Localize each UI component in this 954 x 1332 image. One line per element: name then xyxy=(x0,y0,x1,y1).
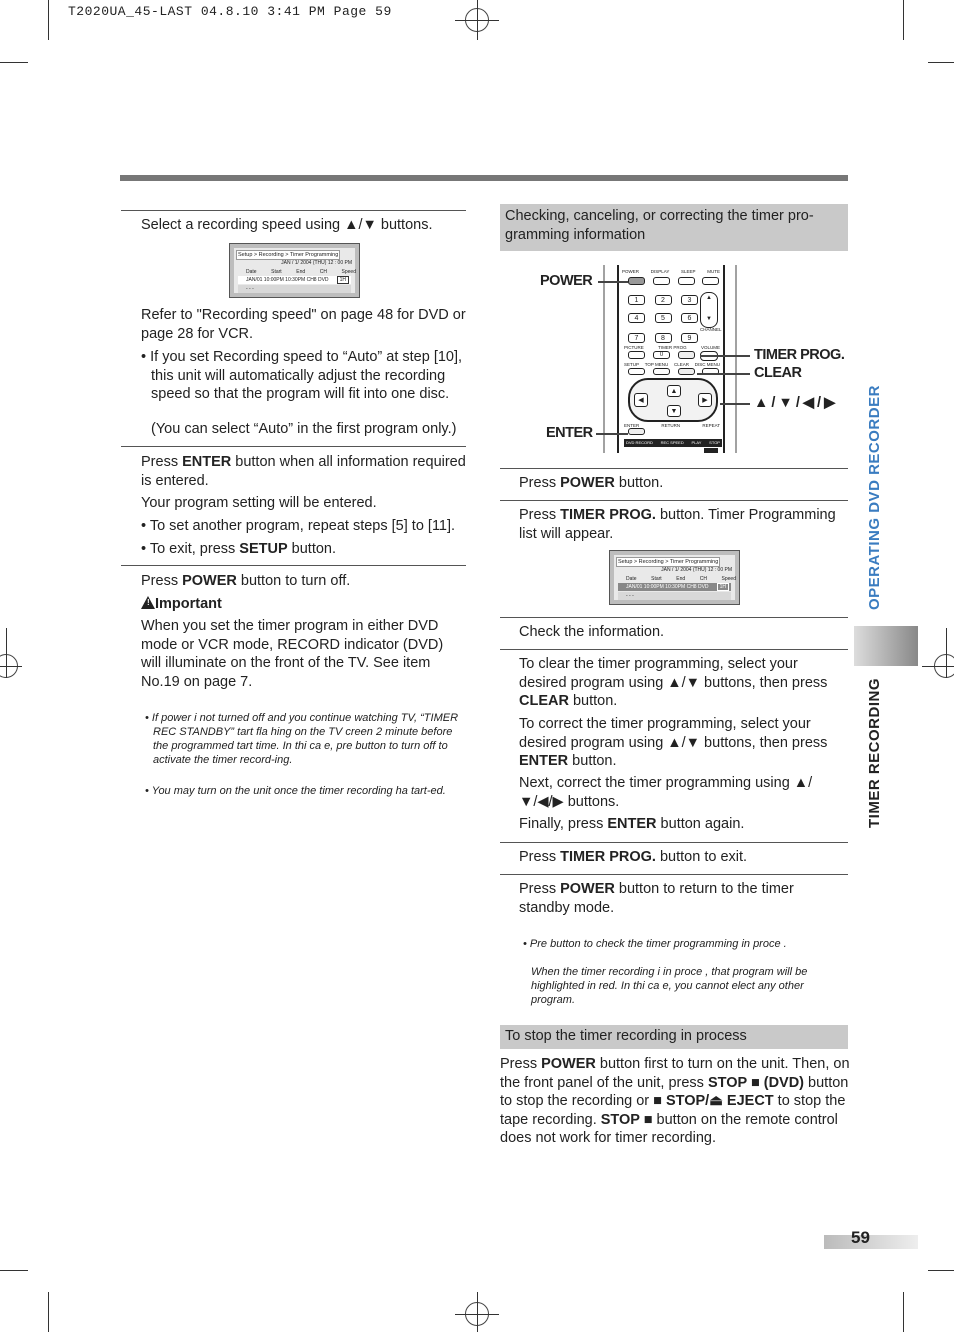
callout-label-power: POWER xyxy=(540,273,593,289)
row-text: JAN/01 10:00PM 10:30PM CH8 DVD xyxy=(626,584,709,590)
remote-key-0[interactable]: 0 xyxy=(653,351,670,359)
crop-mark xyxy=(903,0,904,40)
important-heading: ! Important xyxy=(141,595,341,614)
screen-row-selected xyxy=(618,583,731,591)
remote-label-display: DISPLAY xyxy=(650,269,670,274)
divider xyxy=(500,874,848,875)
remote-label-sleep: SLEEP xyxy=(681,269,696,274)
remote-setup-button[interactable] xyxy=(628,368,645,375)
callout-line-power xyxy=(598,281,628,283)
crop-mark xyxy=(928,1270,954,1271)
sidebar-gray-tab xyxy=(854,626,918,666)
remote-key-1[interactable]: 1 xyxy=(628,295,645,305)
channel-up-icon: ▲ xyxy=(706,295,712,301)
col-start: Start xyxy=(271,269,282,275)
screen-datetime: JAN / 1/ 2004 (THU) 12 : 00 PM xyxy=(661,567,732,573)
step-speed-text: Select a recording speed using ▲/▼ buttons. xyxy=(141,217,433,233)
remote-label-channel: CHANNEL xyxy=(700,327,722,332)
crop-mark xyxy=(48,0,49,40)
remote-top-menu-button[interactable] xyxy=(653,368,670,375)
col-speed: Speed xyxy=(341,269,356,275)
crop-mark xyxy=(455,20,499,21)
print-header: T2020UA_45-LAST 04.8.10 3:41 PM Page 59 xyxy=(68,4,392,19)
clear-instructions: To clear the timer programming, select your desired program using ▲/▼ buttons, then press CLEAR button. xyxy=(519,656,828,709)
correct-using-arrows: Next, correct the timer programming using ▲/▼/◀/▶ buttons. xyxy=(519,775,813,810)
divider xyxy=(500,649,848,650)
page-number-bar xyxy=(824,1235,918,1249)
remote-display-button[interactable] xyxy=(653,277,670,285)
divider xyxy=(121,210,466,211)
finally-enter: Finally, press ENTER button again. xyxy=(519,816,745,832)
divider xyxy=(500,500,848,501)
remote-key-7[interactable]: 7 xyxy=(628,333,645,343)
note-highlighted-red: When the timer recording i in proce , that program will be highlighted in red. In thi ca e, you cannot elect any other program. xyxy=(531,966,808,1006)
col-start: Start xyxy=(651,576,662,582)
callout-line-arrows xyxy=(720,403,750,405)
auto-speed-note: • If you set Recording speed to “Auto” at step [10], this unit will automatically adjust the recording speed so that the program will fit into one disc. xyxy=(141,349,463,402)
remote-label-rec-speed: REC SPEED xyxy=(660,440,684,445)
remote-key-2[interactable]: 2 xyxy=(655,295,672,305)
screen-breadcrumb: Setup > Recording > Timer Programming xyxy=(238,252,339,258)
screen-breadcrumb: Setup > Recording > Timer Programming xyxy=(618,559,719,565)
callout-line-timer-prog xyxy=(700,355,750,357)
remote-label-timer-prog: TIMER PROG xyxy=(658,345,687,350)
speed-box: 1H xyxy=(337,276,349,284)
divider xyxy=(121,446,466,447)
header-bar xyxy=(120,175,848,181)
remote-channel-rocker[interactable] xyxy=(700,292,718,328)
sidebar-timer-recording: TIMER RECORDING xyxy=(866,678,883,828)
crop-mark xyxy=(922,666,954,667)
stop-instructions: Press POWER button first to turn on the unit. Then, on the front panel of the unit, press STOP ■ (DVD) button to stop the recording or ■ STOP/⏏ EJECT to stop the tape recording. STOP ■ button on the remote control does not work for timer recording. xyxy=(500,1056,850,1146)
callout-label-enter: ENTER xyxy=(546,425,593,441)
divider xyxy=(500,468,848,469)
timer-programming-screen xyxy=(229,243,360,298)
dpad-down-button[interactable]: ▼ xyxy=(667,405,681,417)
row-text: JAN/01 10:00PM 10:30PM CH8 DVD xyxy=(246,277,329,283)
program-entered-text: Your program setting will be entered. xyxy=(141,495,377,511)
remote-label-top-menu: TOP MENU xyxy=(644,362,669,367)
crop-mark xyxy=(946,628,947,678)
remote-enter-button[interactable] xyxy=(628,428,645,435)
remote-sleep-button[interactable] xyxy=(678,277,695,285)
divider xyxy=(500,842,848,843)
note-turn-on: • You may turn on the unit once the timer recording ha tart-ed. xyxy=(145,785,446,797)
remote-key-6[interactable]: 6 xyxy=(681,313,698,323)
exit-text: • To exit, press SETUP button. xyxy=(141,541,337,557)
remote-label-power: POWER xyxy=(622,269,640,274)
remote-label-picture: PICTURE xyxy=(624,345,644,350)
remote-label-play: PLAY xyxy=(691,440,702,445)
screen-dashes: - - - xyxy=(238,285,351,293)
crop-mark xyxy=(477,1292,478,1332)
remote-key-9[interactable]: 9 xyxy=(681,333,698,343)
screen-row xyxy=(238,276,351,284)
crop-mark xyxy=(48,1292,49,1332)
remote-label-enter: ENTER xyxy=(624,423,640,428)
remote-key-4[interactable]: 4 xyxy=(628,313,645,323)
remote-key-3[interactable]: 3 xyxy=(681,295,698,305)
auto-speed-note-2: (You can select “Auto” in the first program only.) xyxy=(151,421,457,437)
callout-label-timer-prog: TIMER PROG. xyxy=(754,347,845,363)
note-check-in-process: • Pre button to check the timer programming in proce . xyxy=(523,938,787,950)
step-press-power: Press POWER button. xyxy=(519,475,664,491)
callout-line-enter xyxy=(596,433,628,435)
remote-label-clear: CLEAR xyxy=(674,362,690,367)
step-exit: Press TIMER PROG. button to exit. xyxy=(519,849,748,865)
screen-dashes: - - - xyxy=(618,592,731,600)
col-end: End xyxy=(676,576,686,582)
remote-label-repeat: REPEAT xyxy=(702,423,720,428)
col-speed: Speed xyxy=(721,576,736,582)
remote-label-disc-menu: DISC MENU xyxy=(694,362,720,367)
section-heading-checking: Checking, canceling, or correcting the timer pro-gramming information xyxy=(500,204,848,251)
remote-timer-prog-button[interactable] xyxy=(678,351,695,359)
crop-mark xyxy=(0,1270,28,1271)
page-number: 59 xyxy=(851,1228,870,1247)
remote-label-dvd-record: DVD RECORD xyxy=(626,440,653,445)
remote-body xyxy=(620,265,722,453)
remote-stop-button[interactable] xyxy=(704,448,718,453)
remote-key-5[interactable]: 5 xyxy=(655,313,672,323)
divider xyxy=(121,565,466,566)
dpad-up-button[interactable]: ▲ xyxy=(667,385,681,397)
speed-reference: Refer to "Recording speed" on page 48 for DVD or page 28 for VCR. xyxy=(141,307,466,342)
important-text: When you set the timer program in either DVD mode or VCR mode, RECORD indicator (DVD) will illuminate on the front of the TV. See item No.19 on page 7. xyxy=(141,618,444,690)
step-power-off-text: Press POWER button to turn off. xyxy=(141,573,351,589)
remote-clear-button[interactable] xyxy=(678,368,695,375)
remote-bottom-row xyxy=(624,439,722,447)
dpad-left-button[interactable]: ◀ xyxy=(634,393,648,407)
step-enter-text: Press ENTER button when all information required is entered. xyxy=(141,454,466,489)
crop-mark xyxy=(0,62,28,63)
remote-label-stop: STOP xyxy=(709,440,720,445)
crop-mark xyxy=(903,1292,904,1332)
col-date: Date xyxy=(626,576,637,582)
note-power: • If power i not turned off and you continue watching TV, “TIMER REC STANDBY” tart fla hing on the TV creen 2 minute before the programmed tart time. In thi ca e, pre button to turn off to activate the timer record-ing. xyxy=(145,712,459,766)
screen-datetime: JAN / 1/ 2004 (THU) 12 : 00 PM xyxy=(281,260,352,266)
crop-mark xyxy=(928,62,954,63)
step-return-standby: Press POWER button to return to the timer standby mode. xyxy=(519,881,794,916)
remote-picture-button[interactable] xyxy=(628,351,645,359)
warning-icon: ! xyxy=(141,596,155,609)
speed-box: 1H xyxy=(717,583,729,591)
remote-label-setup: SETUP xyxy=(624,362,640,367)
step-press-timer-prog: Press TIMER PROG. button. Timer Programming list will appear. xyxy=(519,507,836,542)
callout-label-arrows: ▲ / ▼ / ◀ / ▶ xyxy=(754,395,835,411)
col-ch: CH xyxy=(319,269,327,275)
divider xyxy=(500,617,848,618)
callout-line-clear xyxy=(697,373,750,375)
crop-mark xyxy=(0,666,22,667)
remote-power-button[interactable] xyxy=(628,277,645,285)
remote-label-return: RETURN xyxy=(661,423,681,428)
correct-instructions: To correct the timer programming, select your desired program using ▲/▼ buttons, then press ENTER button. xyxy=(519,716,828,769)
remote-label-volume: VOLUME xyxy=(700,345,720,350)
remote-key-8[interactable]: 8 xyxy=(655,333,672,343)
crop-mark xyxy=(6,628,7,678)
col-ch: CH xyxy=(699,576,707,582)
another-program-text: • To set another program, repeat steps [5] to [11]. xyxy=(141,518,456,534)
step-check-info: Check the information. xyxy=(519,624,665,640)
col-date: Date xyxy=(246,269,257,275)
channel-down-icon: ▼ xyxy=(706,316,712,322)
sidebar-operating-dvd-recorder: OPERATING DVD RECORDER xyxy=(866,385,883,610)
crop-mark xyxy=(455,1314,499,1315)
remote-label-mute: MUTE xyxy=(707,269,720,274)
remote-mute-button[interactable] xyxy=(702,277,719,285)
remote-dpad[interactable] xyxy=(628,378,718,422)
dpad-right-button[interactable]: ▶ xyxy=(698,393,712,407)
callout-label-clear: CLEAR xyxy=(754,365,802,381)
timer-programming-list-screen xyxy=(609,550,740,605)
col-end: End xyxy=(296,269,306,275)
section-heading-stop: To stop the timer recording in process xyxy=(500,1025,848,1049)
